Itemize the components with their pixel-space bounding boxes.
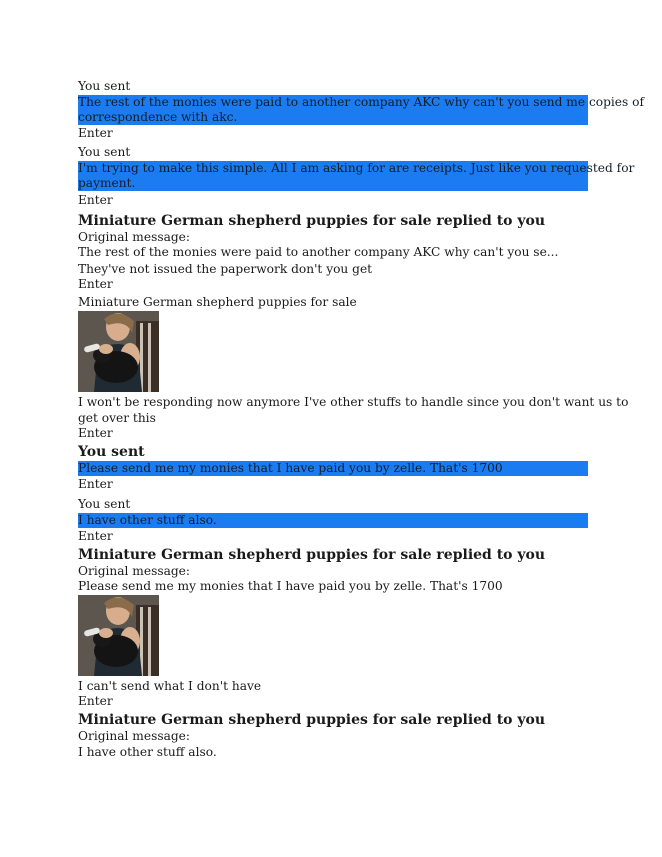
enter-label: Enter: [78, 477, 113, 491]
reply-heading: Miniature German shepherd puppies for sale replied to you: [78, 213, 546, 229]
photo-woman-holding-puppy-icon: [78, 595, 159, 676]
enter-label: Enter: [78, 193, 113, 207]
original-message-text: Please send me my monies that I have paid you by zelle. That's 1700: [78, 579, 503, 593]
sent-message-highlight: [78, 513, 588, 528]
message-line: I'm trying to make this simple. All I am asking for are receipts. Just like you requested for: [78, 161, 635, 175]
sent-label: You sent: [78, 145, 131, 159]
sent-message-highlight: [78, 461, 588, 476]
message-line: correspondence with akc.: [78, 110, 238, 124]
enter-label: Enter: [78, 529, 113, 543]
message-line: I have other stuff also.: [78, 513, 217, 527]
enter-label: Enter: [78, 426, 113, 440]
message-line: payment.: [78, 176, 136, 190]
sent-message-highlight: [78, 161, 635, 191]
reply-text: I can't send what I don't have: [78, 679, 262, 693]
enter-label: Enter: [78, 277, 113, 291]
sent-heading: You sent: [78, 444, 145, 460]
sender-name: Miniature German shepherd puppies for sale: [78, 295, 357, 309]
original-message-label: Original message:: [78, 729, 190, 743]
original-message-label: Original message:: [78, 564, 190, 578]
reply-text: I won't be responding now anymore I've other stuffs to handle since you don't want us to: [78, 395, 629, 409]
reply-text: get over this: [78, 411, 156, 425]
sent-label: You sent: [78, 497, 131, 511]
sent-label: You sent: [78, 79, 131, 93]
original-message-text: I have other stuff also.: [78, 745, 217, 759]
reply-text: They've not issued the paperwork don't you get: [78, 262, 373, 276]
enter-label: Enter: [78, 694, 113, 708]
message-line: The rest of the monies were paid to another company AKC why can't you send me copies of: [78, 95, 644, 109]
message-line: Please send me my monies that I have paid you by zelle. That's 1700: [78, 461, 503, 475]
reply-heading: Miniature German shepherd puppies for sale replied to you: [78, 712, 546, 728]
original-message-label: Original message:: [78, 230, 190, 244]
enter-label: Enter: [78, 126, 113, 140]
reply-heading: Miniature German shepherd puppies for sale replied to you: [78, 547, 546, 563]
original-message-text: The rest of the monies were paid to another company AKC why can't you se...: [78, 245, 559, 259]
sent-message-highlight: [78, 95, 644, 125]
photo-woman-holding-puppy-icon: [78, 311, 159, 392]
